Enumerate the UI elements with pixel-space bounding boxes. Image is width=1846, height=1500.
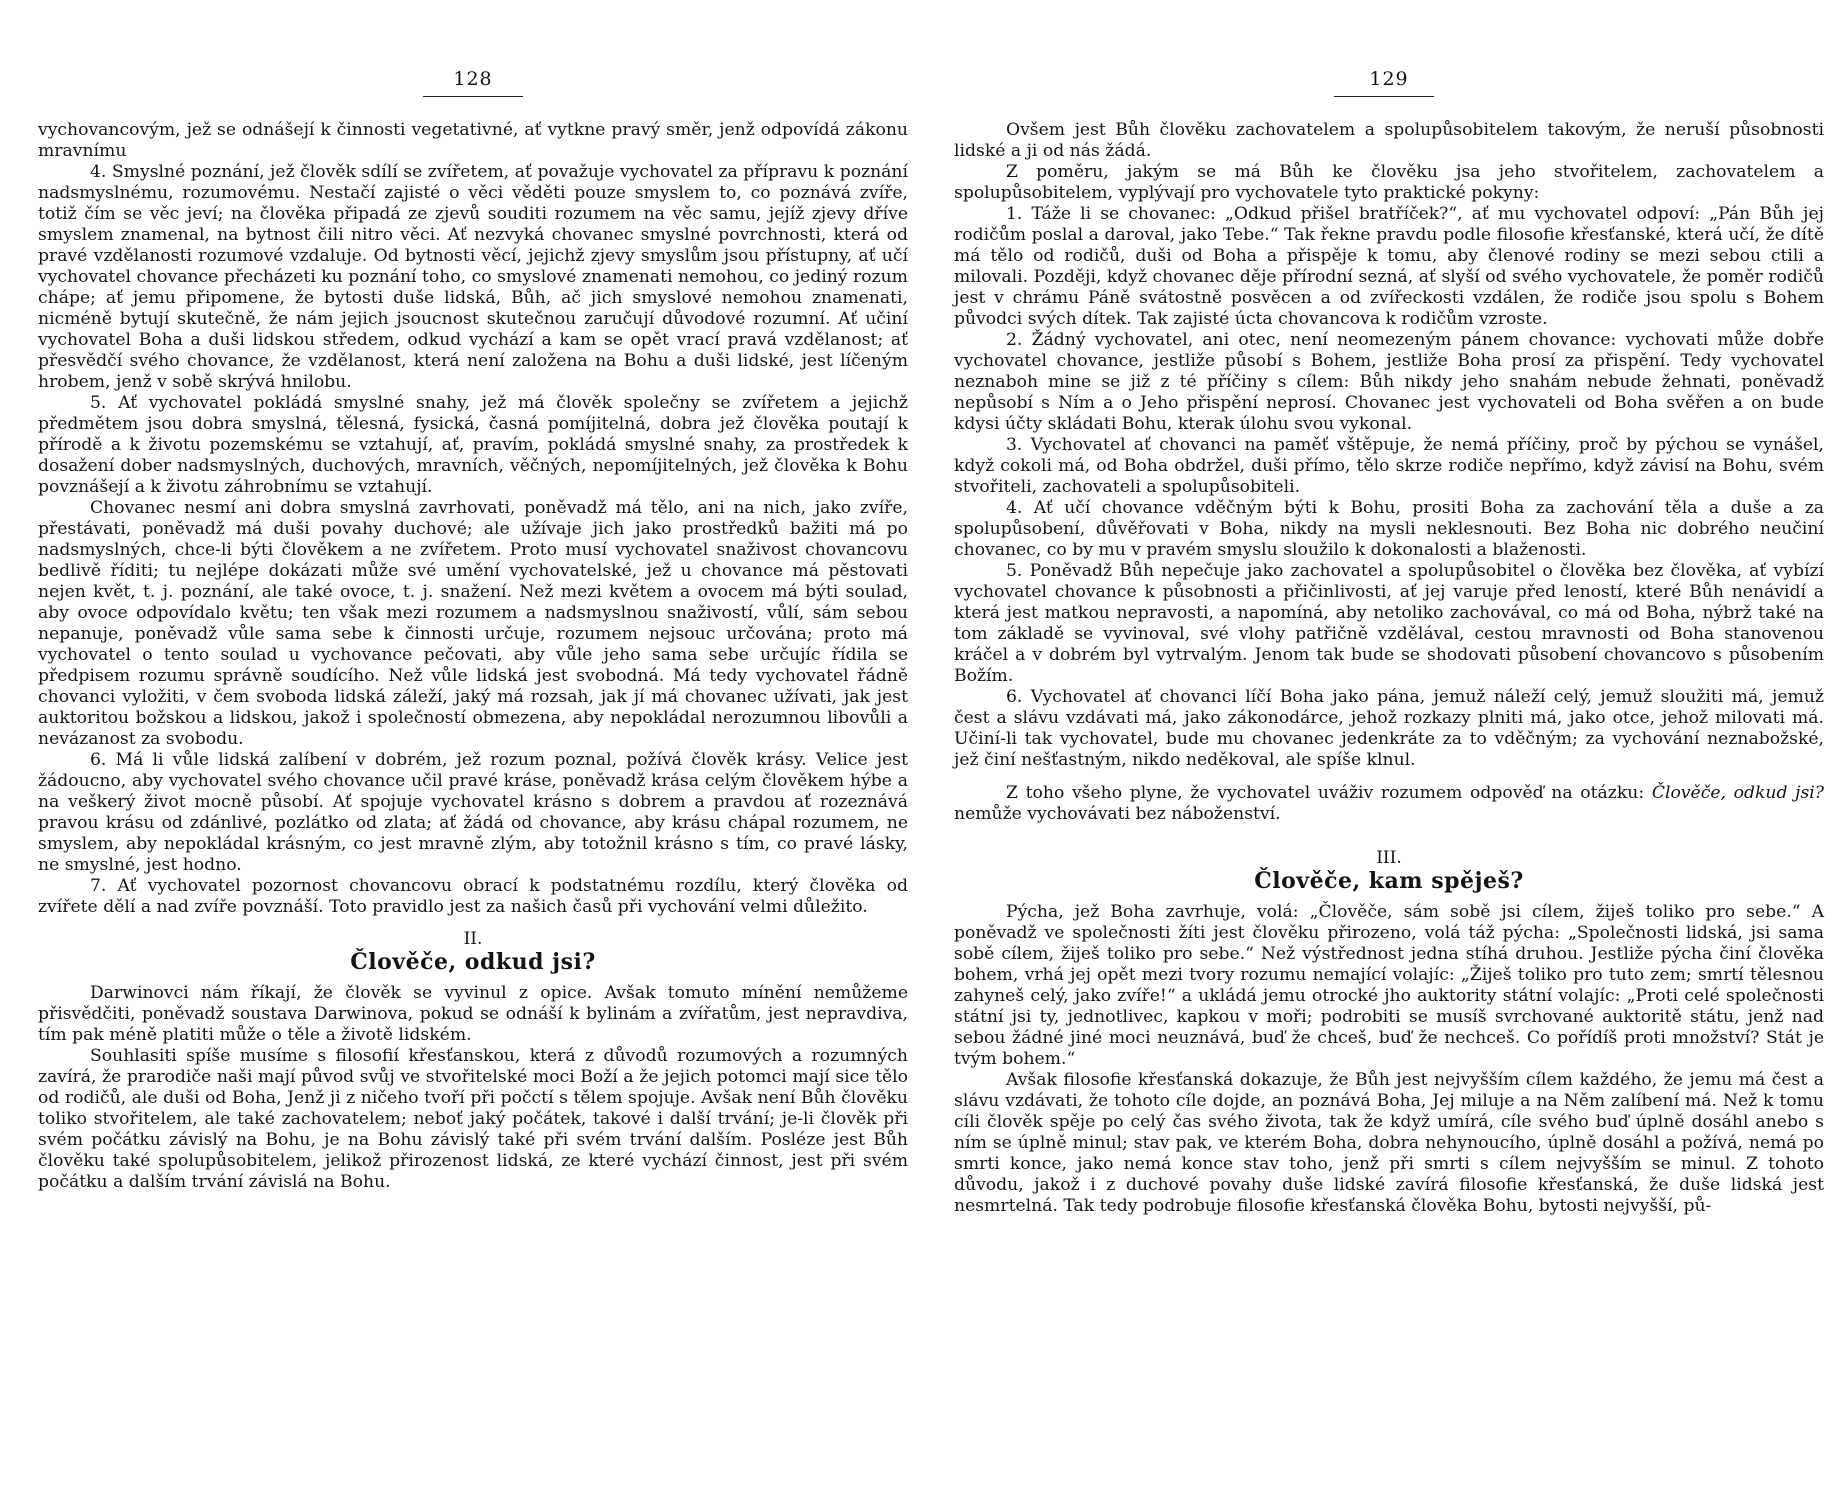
paragraph: 5. Ať vychovatel pokládá smyslné snahy, jež má člověk společny se zvířetem a jejichž předmětem jsou dobra smyslná, tělesná, fysická, časná pomíjitelná, dobra jež člověka poutají k přírodě a k životu pozemskému se vztahují, ať, pravím, pokládá smyslné snahy, za prostředek k dosažení dober nadsmyslných, duchových, mravních, věčných, nepomíjitelných, jež člověka k Bohu povznášejí a k životu záhrobnímu se vztahují. [38,393,908,497]
left-page [38,0,908,1500]
section-number: III. [1376,848,1402,868]
conclusion-text: Z toho všeho plyne, že vychovatel uváživ rozumem odpověď na otázku: [1006,783,1652,803]
page-number-rule [423,96,523,97]
section-title: Člověče, kam spěješ? [1254,868,1524,894]
paragraph: Souhlasiti spíše musíme s filosofií křesťanskou, která z důvodů rozumových a rozumných zavírá, že prarodiče naši mají původ svůj ve stvořitelské moci Boží a že jejich potomci mají sice tělo od rodičů, ale duši od Boha, Jenž ji z ničeho tvoří při počctí s tělem spojuje. Avšak není Bůh člověku toliko stvořitelem, ale také zachovatelem; neboť jaký počátek, takové i další trvání; je-li člověk při svém počátku závislý na Bohu, je na Bohu závislý také při svém trvání dalším. Posléze jest Bůh člověku také spolupůsobitelem, jelikož přirozenost lidská, ze které vychází činnost, jest při svém počátku a dalším trvání závislá na Bohu. [38,1046,908,1192]
paragraph: 3. Vychovatel ať chovanci na paměť vštěpuje, že nemá příčiny, proč by pýchou se vynášel, když cokoli má, od Boha obdržel, duši přímo, tělo skrze rodiče nepřímo, když závisí na Bohu, svém stvořiteli, zachovateli a spolupůsobiteli. [954,435,1824,497]
paragraph: 6. Má li vůle lidská zalíbení v dobrém, jež rozum poznal, požívá člověk krásy. Velice jest žádoucno, aby vychovatel svého chovance učil pravé kráse, poněvadž krása celým člověkem hýbe a na veškerý život mocně působí. Ať spojuje vychovatel krásno s dobrem a pravdou ať rozeznává pravou krásu od zdánlivé, pozlátko od zlata; ať žádá od chovance, aby krásu chápal rozumem, ne smyslem, aby nepokládal krásným, co jest mravně zlým, aby totožnil krásno s tím, co pravé lásky, ne smyslné, jest hodno. [38,750,908,875]
paragraph: 5. Poněvadž Bůh nepečuje jako zachovatel a spolupůsobitel o člověka bez člověka, ať vybízí vychovatel chovance k působnosti a přičinlivosti, ať jej varuje před leností, které Bůh nenávidí a která jest matkou nepravosti, a napomíná, aby netoliko zachovával, co má od Boha, nýbrž také na tom základě se vyvinoval, své vlohy patřičně vzdělával, cestou mravnosti od Boha stanovenou kráčel a v dobrém byl vytrvalým. Jenom tak bude se shodovati působení chovancovo s působením Božím. [954,561,1824,686]
paragraph: Z poměru, jakým se má Bůh ke člověku jsa jeho stvořitelem, zachovatelem a spolupůsobitelem, vyplývají pro vychovatele tyto praktické pokyny: [954,162,1824,203]
conclusion-end: nemůže vychovávati bez náboženství. [954,804,1281,824]
paragraph: Chovanec nesmí ani dobra smyslná zavrhovati, poněvadž má tělo, ani na nich, jako zvíře, přestávati, poněvadž má duši povahy duchové; ale užívaje jich jako prostředků bažiti má po nadsmyslných, chce-li býti člověkem a ne zvířetem. Proto musí vychovatel snaživost chovancovu bedlivě říditi; tu nejlépe dokázati může své umění vychovatelské, jež u chovance má pěstovati nejen květ, t. j. poznání, ale také ovoce, t. j. snažení. Než mezi květem a ovocem má býti soulad, aby ovoce odpovídalo květu; ten však mezi rozumem a nadsmyslnou snaživostí, vůlí, sám sebou nepanuje, poněvadž vůle sama sebe k činnosti určuje, rozumem nejsouc určována; proto má vychovatel o tento soulad u vychovance pečovati, aby vůle jeho sama sebe určujíc řídila se předpisem rozumu správně soudícího. Než vůle lidská jest svobodná. Má tedy vychovatel řádně chovanci vyložiti, v čem svoboda lidská záleží, jaký má rozsah, jak jí má chovanec užívati, jak jest auktoritou božskou a lidskou, jakož i společností obmezena, aby nepokládal nerozumnou libovůli a nevázanost za svobodu. [38,498,908,749]
page-number-rule [1334,96,1434,97]
paragraph: 7. Ať vychovatel pozornost chovancovu obrací k podstatnému rozdílu, který člověka od zvířete dělí a nad zvíře povznáší. Toto pravidlo jest za našich časů při vychování velmi důležito. [38,876,908,917]
paragraph: 4. Smyslné poznání, jež člověk sdílí se zvířetem, ať považuje vychovatel za přípravu k poznání nadsmyslnému, rozumovému. Nestačí zajisté o věci věděti pouze smyslem to, co poznává zvíře, totiž čím se věc jeví; na člověka připadá ze zjevů souditi rozumem na věc samu, jejíž zjevy dříve smyslem znamenal, na bytnost čili nitro věci. Ať nezvyká chovanec smyslné povrchnosti, která od pravé vzdělanosti rozumové vzdaluje. Od bytnosti věcí, jejichž zjevy smyslům jsou přístupny, ať učí vychovatel chovance přecházeti ku poznání toho, co smyslové znamenati nemohou, co jediný rozum chápe; ať jemu připomene, že bytosti duše lidská, Bůh, ač jich smyslové nemohou znamenati, nicméně bytují skutečně, že nám jejich jsoucnost skutečnou zaručují důvodové rozumní. Ať učiní vychovatel Boha a duši lidskou středem, odkud vychází a kam se opět vrací pravá vzdělanost; ať přesvědčí svého chovance, že vzdělanost, která není založena na Bohu a duši lidské, jest líčeným hrobem, jenž v sobě skrývá hnilobu. [38,162,908,392]
paragraph: 1. Táže li se chovanec: „Odkud přišel bratříček?“, ať mu vychovatel odpoví: „Pán Bůh jej rodičům poslal a daroval, jako Tebe.“ Tak řekne pravdu podle filosofie křesťanské, která učí, že dítě má tělo od rodičů, duši od Boha a přispěje k tomu, aby členové rodiny se mezi sebou ctili a milovali. Později, když chovanec děje přírodní sezná, ať slyší od svého vychovatele, že poměr rodičů jest v chrámu Páně svátostně posvěcen a od zvířeckosti vzdálen, že rodiče jsou spolu s Bohem původci svých dítek. Tak zajisté úcta chovancova k rodičům vzroste. [954,204,1824,329]
conclusion-question: Člověče, odkud jsi? [1651,783,1825,803]
left-page-body [38,120,908,1193]
right-page [954,0,1824,1500]
paragraph: Avšak filosofie křesťanská dokazuje, že Bůh jest nejvyšším cílem každého, že jemu má čest a slávu vzdávati, že tohoto cíle dojde, an poznává Boha, Jej miluje a na Něm zalíbení má. Než k tomu cíli člověk spěje po celý čas svého života, tak že když umírá, cíle svého buď úplně dosáhl anebo s ním se úplně minul; stav pak, ve kterém Boha, dobra nehynoucího, úplně dosáhl a požívá, nemá po smrti konce, jako nemá konce stav toho, jenž při smrti s cílem nejvyšším se minul. Z tohoto důvodu, jakož i z duchové povahy duše lidské zavírá filosofie křesťanská, že duše lidská jest nesmrtelná. Tak tedy podrobuje filosofie křesťanská člověka Bohu, bytosti nejvyšší, pů- [954,1070,1824,1216]
paragraph: Pýcha, jež Boha zavrhuje, volá: „Člověče, sám sobě jsi cílem, žiješ toliko pro sebe.“ A poněvadž ve společnosti žíti jest člověku přirozeno, volá táž pýcha: „Společnosti lidská, jsi sama sobě cílem, žiješ toliko pro sebe.“ Než výstřednost jedna stíhá druhou. Jestliže pýcha činí člověka bohem, vrhá jej opět mezi tvory rozumu nemající volajíc: „Žiješ toliko pro tuto zem; smrtí tělesnou zahyneš celý, jako zvíře!“ a ukládá jemu otrocké jho auktority státní volajíc: „Proti celé společnosti státní jsi ty, jednotlivec, kapkou v moři; podrobiti se musíš svrchované auktoritě státu, jenž nad sebou žádné jiné moci neuznává, buď že chceš, buď že nechceš. Co pořídíš proti množství? Stát je tvým bohem.“ [954,902,1824,1069]
page-number: 128 [453,68,493,90]
paragraph: 6. Vychovatel ať chovanci líčí Boha jako pána, jemuž náleží celý, jemuž sloužiti má, jemuž čest a slávu vzdávati má, jako zákonodárce, jehož rozkazy plniti má, jako otce, jehož milovati má. Učiní-li tak vychovatel, bude mu chovanec jedenkráte za to vděčným; za vychování neznabožské, jež činí nešťastným, nikdo neděkoval, ale spíše klnul. [954,687,1824,770]
section-number: II. [463,929,483,949]
section-title: Člověče, odkud jsi? [350,949,596,975]
paragraph: 2. Žádný vychovatel, ani otec, není neomezeným pánem chovance: vychovati může dobře vychovatel chovance, jestliže působí s Bohem, jestliže Boha prosí za přispění. Tedy vychovatel neznaboh mine se již z té příčiny s cílem: Bůh nikdy jeho snahám nebude žehnati, poněvadž nepůsobí s Ním a o Jeho přispění neprosí. Chovanec jest vychovateli od Boha svěřen a on bude kdysi účty skládati Bohu, kterak úlohu svou vykonal. [954,330,1824,434]
page-number: 129 [1369,68,1409,90]
paragraph: vychovancovým, jež se odnášejí k činnosti vegetativné, ať vytkne pravý směr, jenž odpovídá zákonu mravnímu [38,120,908,161]
paragraph: 4. Ať učí chovance vděčným býti k Bohu, prositi Boha za zachování těla a duše a za spolupůsobení, důvěřovati v Boha, nikdy na mysli neklesnouti. Bez Boha nic dobrého neučiní chovanec, co by mu v pravém smyslu sloužilo k dokonalosti a blaženosti. [954,498,1824,560]
right-page-body [954,120,1824,1217]
paragraph: Ovšem jest Bůh člověku zachovatelem a spolupůsobitelem takovým, že neruší působnosti lidské a ji od nás žádá. [954,120,1824,161]
paragraph: Darwinovci nám říkají, že člověk se vyvinul z opice. Avšak tomuto mínění nemůžeme přisvědčiti, poněvadž soustava Darwinova, pokud se odnáší k bylinám a zvířatům, jest nepravdiva, tím pak méně platiti může o těle a životě lidském. [38,983,908,1045]
conclusion-paragraph [954,783,1824,825]
